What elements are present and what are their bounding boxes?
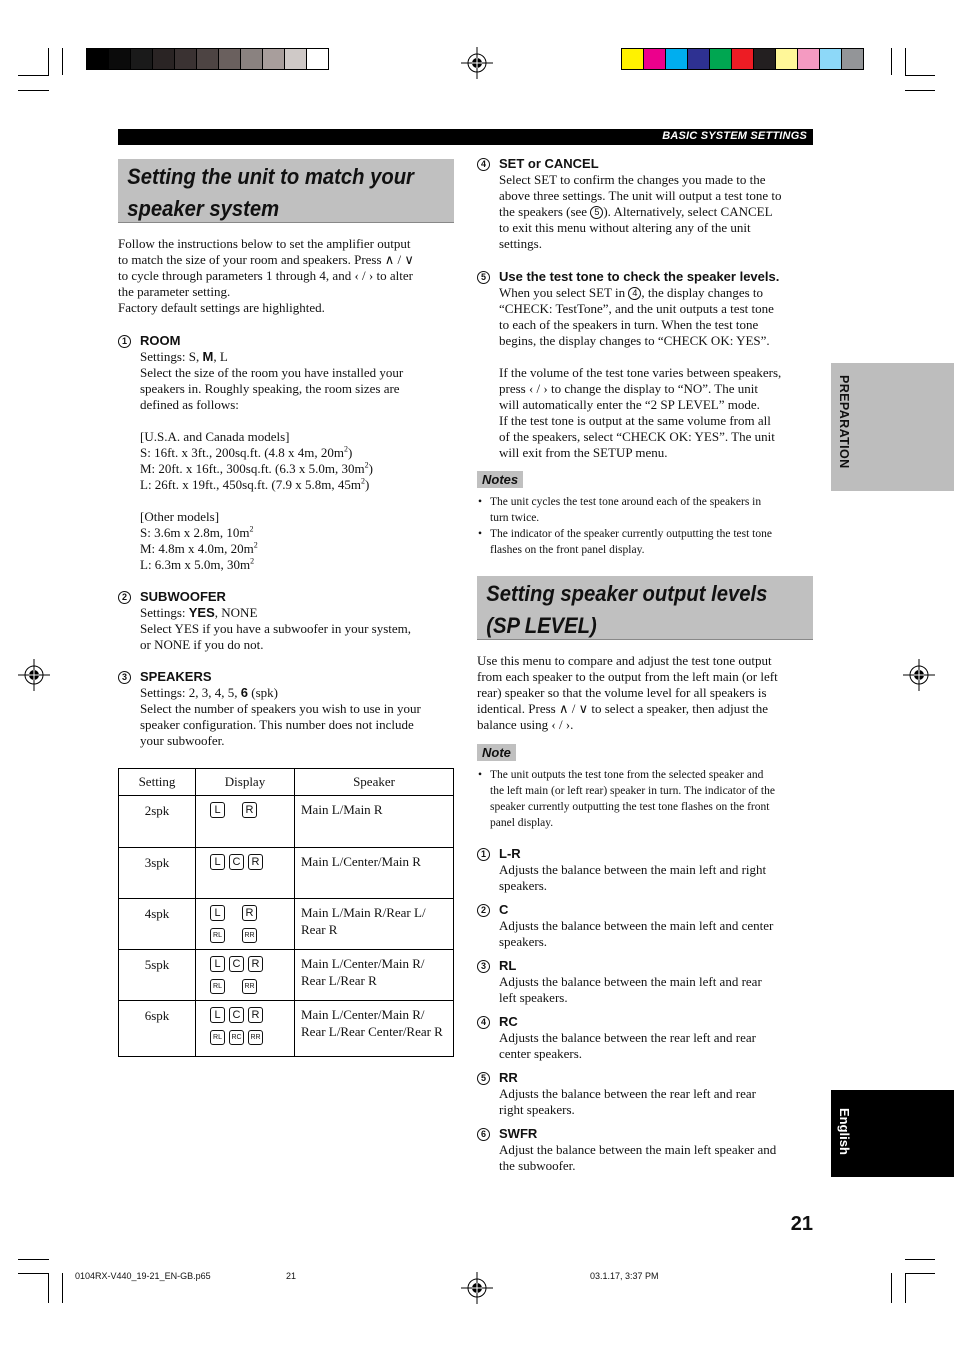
notes-label: Notes <box>477 471 523 488</box>
number-1-icon: 1 <box>477 848 490 861</box>
color-swatch <box>666 49 688 69</box>
color-swatch <box>241 49 263 69</box>
registration-mark-top <box>461 47 493 79</box>
registration-mark-right <box>903 659 935 691</box>
grayscale-color-bar <box>86 48 329 70</box>
number-2-icon: 2 <box>118 591 131 604</box>
color-swatch <box>87 49 109 69</box>
list-item: 4 RC Adjusts the balance between the rear left and rear center speakers. <box>477 1014 822 1070</box>
list-item: 1 L-R Adjusts the balance between the main left and right speakers. <box>477 846 822 902</box>
color-swatch <box>307 49 328 69</box>
section-header-bar <box>118 129 813 145</box>
table-row: 5spk L C R RL RR Main L/Center/Main R/ Rear L/Rear R <box>119 950 454 1001</box>
display-indicators: L C R RL RR <box>196 950 295 1001</box>
sp-level-intro: Use this menu to compare and adjust the test tone output from each speaker to the output from the left main (or left rear) speaker so that the volume level for all speakers is identical. Press ∧ / ∨ to select a speaker, then adjust the balance using ‹ / ›. <box>477 653 778 732</box>
header-label: BASIC SYSTEM SETTINGS <box>662 130 807 142</box>
color-swatch <box>710 49 732 69</box>
tab-english: English <box>831 1090 954 1177</box>
number-4-icon: 4 <box>477 158 490 171</box>
table-header-row: Setting Display Speaker <box>119 769 454 796</box>
color-swatch <box>644 49 666 69</box>
table-row: 4spk L R RL RR Main L/Main R/Rear L/ Rear R <box>119 899 454 950</box>
color-swatch <box>285 49 307 69</box>
footer-file: 0104RX-V440_19-21_EN-GB.p65 <box>75 1271 211 1281</box>
number-5-icon: 5 <box>477 1072 490 1085</box>
intro-paragraph: Follow the instructions below to set the amplifier output to match the size of your room and speakers. Press ∧ / ∨ to cycle through parameters 1 through 4, and ‹ / › to alter the parameter setting. Factory default settings are highlighted. <box>118 236 414 315</box>
color-swatch <box>776 49 798 69</box>
color-swatch <box>197 49 219 69</box>
color-swatch <box>263 49 285 69</box>
list-item: • The unit outputs the test tone from the selected speaker and the left main (or left rear) speaker in turn. The indicator of the speaker currently outputting the test tone flashes on the front panel display. <box>478 769 775 829</box>
color-swatch <box>219 49 241 69</box>
display-indicators: L R <box>196 796 295 848</box>
color-swatch <box>153 49 175 69</box>
registration-mark-left <box>18 659 50 691</box>
set-cancel-item: 4 SET or CANCEL Select SET to confirm the changes you made to the above three settings. The unit will output a test tone to the speakers (see 5 ). Alternatively, select CANCEL to exit this menu without altering any of the unit settings. <box>477 156 817 252</box>
list-item: 5 RR Adjusts the balance between the rear left and rear right speakers. <box>477 1070 822 1126</box>
color-swatch <box>688 49 710 69</box>
number-1-icon: 1 <box>118 335 131 348</box>
speaker-settings-table <box>118 768 454 1057</box>
number-4-icon: 4 <box>477 1016 490 1029</box>
title-line-1: Setting the unit to match your <box>127 164 414 189</box>
room-title: ROOM <box>140 333 181 348</box>
registration-mark-bottom <box>461 1272 493 1304</box>
color-swatch <box>798 49 820 69</box>
color-swatch <box>754 49 776 69</box>
display-indicators: L R RL RR <box>196 899 295 950</box>
page-number: 21 <box>790 1213 813 1235</box>
color-swatch <box>131 49 153 69</box>
list-item: 3 RL Adjusts the balance between the main left and rear left speakers. <box>477 958 822 1014</box>
display-indicators: L C R RL RC RR <box>196 1001 295 1057</box>
list-item: 2 C Adjusts the balance between the main left and center speakers. <box>477 902 822 958</box>
footer-date: 03.1.17, 3:37 PM <box>590 1271 659 1281</box>
number-6-icon: 6 <box>477 1128 490 1141</box>
table-row: 6spk L C R RL RC RR Main L/Center/Main R/ Rear L/Rear Center/Rear R <box>119 1001 454 1057</box>
tab-preparation: PREPARATION <box>831 363 954 491</box>
list-item: • The unit cycles the test tone around each of the speakers in turn twice. <box>478 496 762 524</box>
table-row: 3spk L C R Main L/Center/Main R <box>119 848 454 899</box>
number-5-icon: 5 <box>477 271 490 284</box>
color-swatch <box>820 49 842 69</box>
color-swatch <box>175 49 197 69</box>
note-label: Note <box>477 744 516 761</box>
title-line-1: Setting speaker output levels <box>486 581 768 606</box>
list-item: 6 SWFR Adjust the balance between the main left speaker and the subwoofer. <box>477 1126 822 1182</box>
section-title-sp-level <box>477 576 813 640</box>
number-2-icon: 2 <box>477 904 490 917</box>
process-color-bar <box>621 48 864 70</box>
color-swatch <box>622 49 644 69</box>
footer-page: 21 <box>286 1271 297 1281</box>
speakers-item: 3 SPEAKERS Settings: 2, 3, 4, 5, 6 (spk) Select the number of speakers you wish to use in your speaker configuration. This number does not include your subwoofer. <box>118 669 458 749</box>
list-item: • The indicator of the speaker currently outputting the test tone flashes on the front panel display. <box>478 528 772 556</box>
note-list <box>477 767 817 831</box>
subwoofer-item: 2 SUBWOOFER Settings: YES, NONE Select YES if you have a subwoofer in your system, or NONE if you do not. <box>118 589 458 653</box>
number-3-icon: 3 <box>118 671 131 684</box>
color-swatch <box>842 49 863 69</box>
section-title-speaker-system <box>118 159 454 223</box>
notes-list <box>477 494 817 558</box>
color-swatch <box>732 49 754 69</box>
color-swatch <box>109 49 131 69</box>
display-indicators: L C R <box>196 848 295 899</box>
sp-level-items <box>477 846 822 1182</box>
title-line-2: (SP LEVEL) <box>486 613 597 638</box>
title-line-2: speaker system <box>127 196 280 221</box>
test-tone-item: 5 Use the test tone to check the speaker levels. When you select SET in 4 , the display changes to “CHECK: TestTone”, and the unit outputs a test tone to each of the speakers in turn. When the test tone begins, the display changes to “CHECK OK: YES”. If the volume of the test tone varies between speakers, press ‹ / › to change the display to “NO”. The unit will automatically enter the “2 SP LEVEL” mode. If the test tone is output at the same volume from all of the speakers, select “CHECK OK: YES”. The unit will exit from the SETUP menu. <box>477 269 822 461</box>
room-item: 1 ROOM Settings: S, M, L Select the size of the room you have installed your speakers in. Roughly speaking, the room sizes are defined as follows: [U.S.A. and Canada models] S: 16ft. x 3ft., 200sq.ft. (4.8 x 4m, $20m^2$) M: 20ft. x 16ft., 300sq.ft. (6.3 x 5.0m, $30m^2$) L: 26ft. x 19ft., 450sq.ft. (7.9 x 5.8m, $45m^2$) [Other models] S: 3.6m x 2.8m, $10m^2$ M: 4.8m x 4.0m, $20m^2$ L: 6.3m x 5.0m, $30m^2$ <box>118 333 458 573</box>
number-3-icon: 3 <box>477 960 490 973</box>
table-row: 2spk L R Main L/Main R <box>119 796 454 848</box>
